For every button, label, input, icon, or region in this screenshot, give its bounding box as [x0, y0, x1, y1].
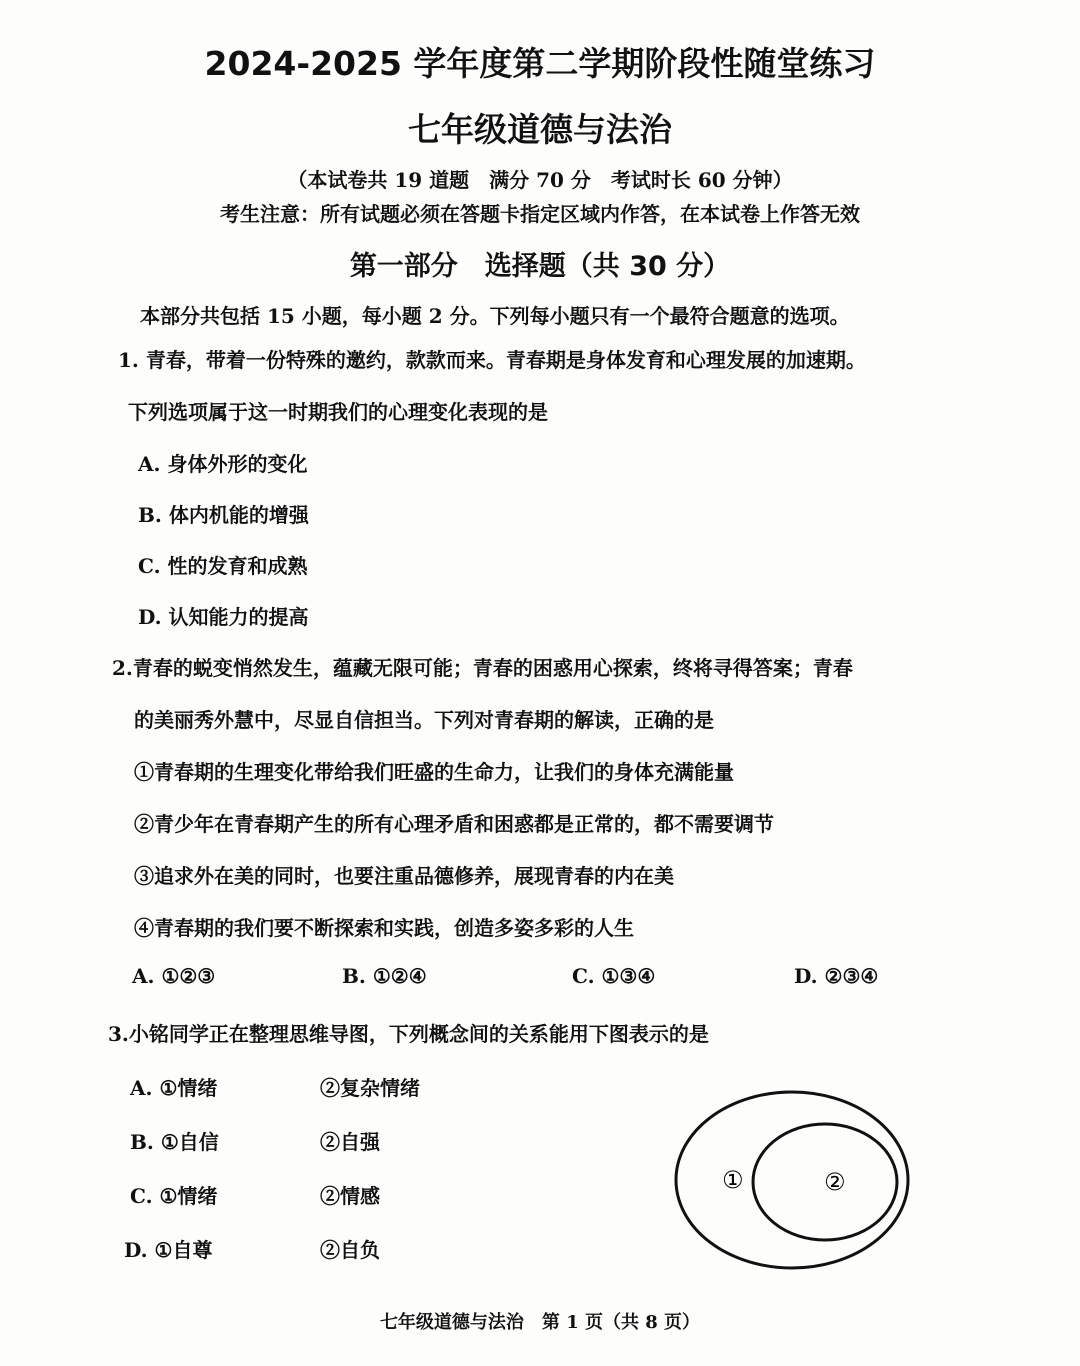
q2-option-b: B. ①②④: [342, 964, 427, 988]
outer-ellipse: [676, 1092, 908, 1268]
outer-label: ①: [722, 1166, 744, 1194]
venn-diagram: [672, 1088, 918, 1274]
q2-statement-4: ④青春期的我们要不断探索和实践，创造多姿多彩的人生: [134, 916, 634, 940]
q2-stem-line1: 2.青春的蜕变悄然发生，蕴藏无限可能；青春的困惑用心探索，终将寻得答案；青春: [112, 656, 853, 680]
q2-statement-1: ①青春期的生理变化带给我们旺盛的生命力，让我们的身体充满能量: [134, 760, 734, 784]
q2-stem-line2: 的美丽秀外慧中，尽显自信担当。下列对青春期的解读，正确的是: [134, 708, 714, 732]
q1-option-c: C. 性的发育和成熟: [138, 554, 308, 578]
q3-option-d-right: ②自负: [320, 1238, 380, 1262]
q3-option-a-left: A. ①情绪: [130, 1076, 218, 1100]
q1-option-b: B. 体内机能的增强: [138, 503, 309, 527]
q3-option-c-left: C. ①情绪: [130, 1184, 218, 1208]
q2-option-d: D. ②③④: [794, 964, 879, 988]
q3-option-b-left: B. ①自信: [130, 1130, 219, 1154]
q2-option-a: A. ①②③: [132, 964, 216, 988]
q3-option-b-right: ②自强: [320, 1130, 380, 1154]
q3-stem: 3.小铭同学正在整理思维导图，下列概念间的关系能用下图表示的是: [108, 1022, 709, 1046]
subject-title: 七年级道德与法治: [408, 110, 672, 149]
inner-label: ②: [824, 1168, 846, 1196]
q3-option-a-right: ②复杂情绪: [320, 1076, 420, 1100]
exam-meta: （本试卷共 19 道题 满分 70 分 考试时长 60 分钟）: [287, 168, 793, 192]
q3-option-d-left: D. ①自尊: [124, 1238, 213, 1262]
q3-option-c-right: ②情感: [320, 1184, 380, 1208]
exam-title: 2024-2025 学年度第二学期阶段性随堂练习: [204, 44, 876, 83]
q1-stem-line2: 下列选项属于这一时期我们的心理变化表现的是: [128, 400, 548, 424]
q1-option-a: A. 身体外形的变化: [138, 452, 308, 476]
q2-statement-3: ③追求外在美的同时，也要注重品德修养，展现青春的内在美: [134, 864, 674, 888]
q1-stem-line1: 1. 青春，带着一份特殊的邀约，款款而来。青春期是身体发育和心理发展的加速期。: [118, 348, 866, 372]
q2-option-c: C. ①③④: [572, 964, 656, 988]
section-instruction: 本部分共包括 15 小题，每小题 2 分。下列每小题只有一个最符合题意的选项。: [140, 304, 850, 328]
exam-notice: 考生注意：所有试题必须在答题卡指定区域内作答，在本试卷上作答无效: [220, 202, 860, 226]
page-footer: 七年级道德与法治 第 1 页（共 8 页）: [379, 1312, 701, 1333]
q2-statement-2: ②青少年在青春期产生的所有心理矛盾和困惑都是正常的，都不需要调节: [134, 812, 774, 836]
q1-option-d: D. 认知能力的提高: [138, 605, 309, 629]
section-title: 第一部分 选择题（共 30 分）: [349, 251, 731, 282]
